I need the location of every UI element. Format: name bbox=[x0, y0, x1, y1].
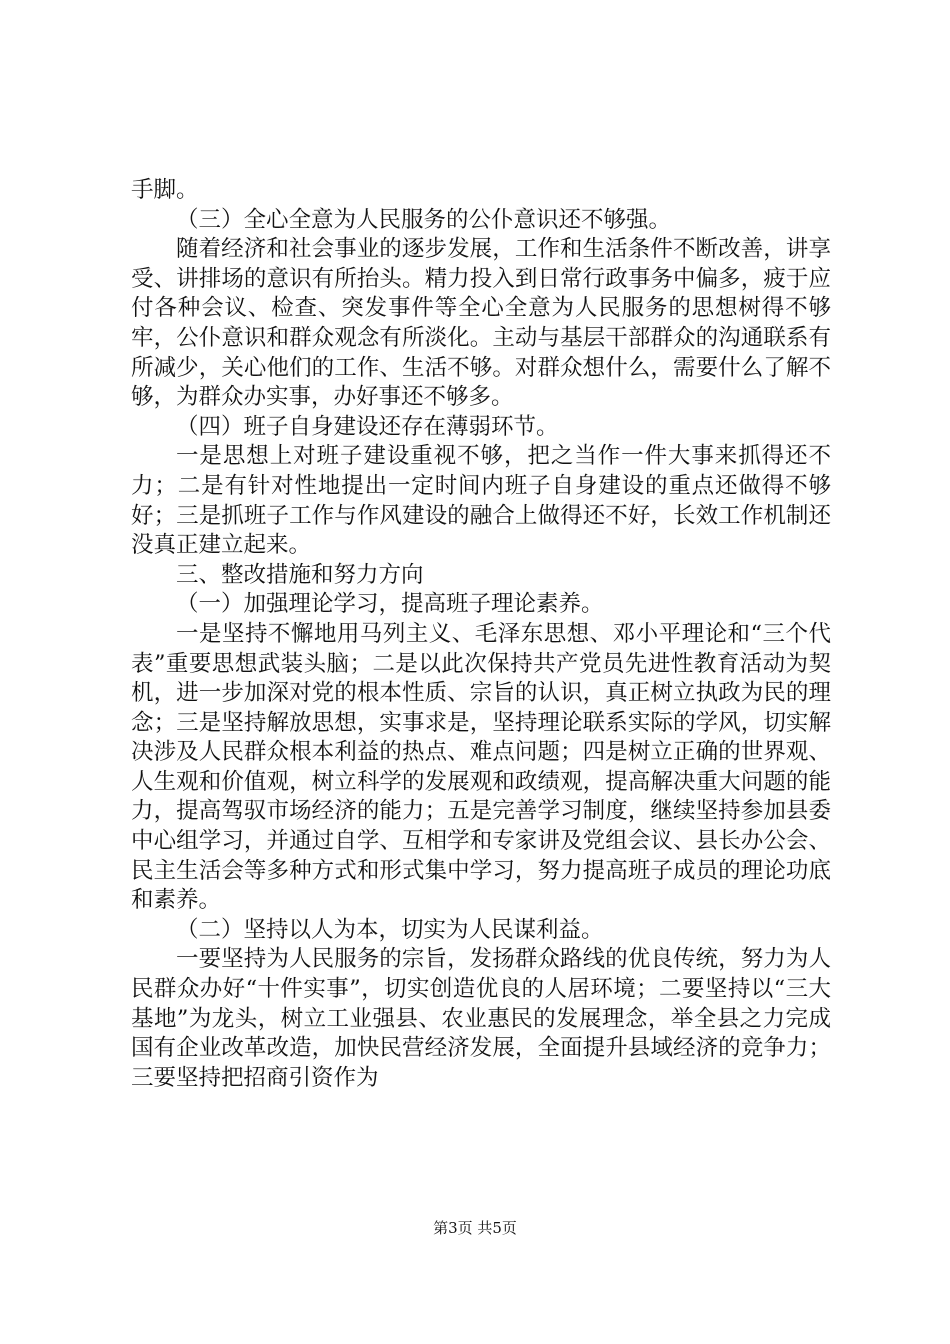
paragraph: 一是坚持不懈地用马列主义、毛泽东思想、邓小平理论和“三个代表”重要思想武装头脑；二是以此次保持共产党员先进性教育活动为契机，进一步加深对党的根本性质、宗旨的认识，真正树立执政为民的理念；三是坚持解放思想，实事求是，坚持理论联系实际的学风，切实解决涉及人民群众根本利益的热点、难点问题；四是树立正确的世界观、人生观和价值观，树立科学的发展观和政绩观，提高解决重大问题的能力，提高驾驭市场经济的能力；五是完善学习制度，继续坚持参加县委中心组学习，并通过自学、互相学和专家讲及党组会议、县长办公会、民主生活会等多种方式和形式集中学习，努力提高班子成员的理论功底和素养。 bbox=[131, 620, 831, 914]
section-heading-1: （一）加强理论学习，提高班子理论素养。 bbox=[176, 591, 604, 618]
chapter-heading: 三、整改措施和努力方向 bbox=[176, 561, 424, 588]
paragraph: 一要坚持为人民服务的宗旨，发扬群众路线的优良传统，努力为人民群众办好“十件实事”，切实创造优良的人居环境；二要坚持以“三大基地”为龙头，树立工业强县、农业惠民的发展理念，举全县之力完成国有企业改革改造，加快民营经济发展，全面提升县域经济的竞争力；三要坚持把招商引资作为 bbox=[131, 946, 831, 1091]
section-heading-3: （三）全心全意为人民服务的公仆意识还不够强。 bbox=[176, 206, 672, 233]
page-footer: 第3页 共5页 bbox=[433, 1219, 517, 1237]
section-heading-4: （四）班子自身建设还存在薄弱环节。 bbox=[176, 413, 559, 440]
paragraph-continuation: 手脚。 bbox=[131, 177, 199, 203]
document-body bbox=[131, 176, 831, 1093]
section-heading-2: （二）坚持以人为本，切实为人民谋利益。 bbox=[176, 916, 604, 943]
paragraph: 一是思想上对班子建设重视不够，把之当作一件大事来抓得还不力；二是有针对性地提出一定时间内班子自身建设的重点还做得不够好；三是抓班子工作与作风建设的融合上做得还不好，长效工作机制还没真正建立起来。 bbox=[131, 443, 831, 559]
paragraph: 随着经济和社会事业的逐步发展，工作和生活条件不断改善，讲享受、讲排场的意识有所抬头。精力投入到日常行政事务中偏多，疲于应付各种会议、检查、突发事件等全心全意为人民服务的思想树得不够牢，公仆意识和群众观念有所淡化。主动与基层干部群众的沟通联系有所减少，关心他们的工作、生活不够。对群众想什么，需要什么了解不够，为群众办实事，办好事还不够多。 bbox=[131, 236, 831, 411]
